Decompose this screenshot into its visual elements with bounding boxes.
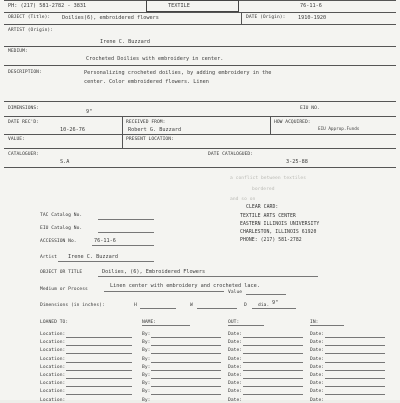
by-line (151, 353, 221, 354)
location-line (66, 378, 132, 379)
date-out-line (243, 394, 303, 395)
location-line (66, 353, 132, 354)
date-in-line (325, 394, 385, 395)
object-title-value: Doilies(6), embroidered flowers (62, 15, 159, 21)
by-line (151, 370, 221, 371)
department-box (146, 0, 239, 12)
date-in-label: Date: (310, 365, 324, 370)
medium-value: Crocheted Doilies with embroidery in center. (86, 56, 223, 62)
date-out-label: Date: (228, 389, 242, 394)
date-in-line (325, 386, 385, 387)
cataloguer-label: CATALOGUER: (8, 152, 39, 157)
by-label: By: (142, 348, 150, 353)
bleed-through-text: a conflict between textiles (230, 176, 306, 181)
dia-line (252, 308, 296, 309)
card-line-2: EASTERN ILLINOIS UNIVERSITY (240, 222, 319, 227)
date-out-label: Date: (228, 398, 242, 403)
date-in-label: Date: (310, 373, 324, 378)
date-out-line (243, 362, 303, 363)
date-out-label: Date: (228, 357, 242, 362)
name-line (142, 325, 190, 326)
medium-lower-label: Medium or Process (40, 287, 88, 292)
location-line (66, 370, 132, 371)
received-from-label: RECEIVED FROM: (126, 120, 165, 125)
date-out-label: Date: (228, 373, 242, 378)
location-label: Location: (40, 365, 65, 370)
divider (4, 12, 396, 13)
eiu-catalog-label: EIU Catalog No. (40, 226, 82, 231)
date-origin-value: 1910-1920 (298, 15, 326, 21)
date-in-line (325, 362, 385, 363)
medium-line (104, 291, 224, 292)
dimensions-lower-label: Dimensions (in inches): (40, 303, 105, 308)
date-received-value: 10-26-76 (60, 127, 85, 133)
date-out-line (243, 345, 303, 346)
by-line (151, 337, 221, 338)
value-lower-label: Value (228, 290, 242, 295)
date-in-label: Date: (310, 381, 324, 386)
divider (4, 134, 396, 135)
object-line (98, 276, 318, 277)
bleed-through-text: and so on (230, 197, 255, 202)
description-label: DESCRIPTION: (8, 70, 42, 75)
date-out-line (243, 378, 303, 379)
date-catalogued-label: DATE CATALOGUED: (208, 152, 253, 157)
by-label: By: (142, 373, 150, 378)
date-in-label: Date: (310, 332, 324, 337)
card-line-4: PHONE: (217) 581-2782 (240, 238, 302, 243)
d-label: D (244, 303, 247, 308)
description-line-2: center. Color embroidered flowers. Linen (84, 79, 209, 85)
medium-label: MEDIUM: (8, 49, 28, 54)
location-label: Location: (40, 381, 65, 386)
divider (4, 46, 396, 47)
date-in-line (325, 337, 385, 338)
h-label: H (134, 303, 137, 308)
bleed-through-text: bordered (252, 187, 275, 192)
location-line (66, 394, 132, 395)
by-line (151, 345, 221, 346)
by-line (151, 362, 221, 363)
location-line (66, 345, 132, 346)
dia-value: 9" (272, 300, 278, 306)
location-label: Location: (40, 332, 65, 337)
date-out-line (243, 353, 303, 354)
dimensions-label: DIMENSIONS: (8, 106, 39, 111)
location-label: Location: (40, 389, 65, 394)
how-acquired-label: HOW ACQUIRED: (274, 120, 311, 125)
artist-lower-value: Irene C. Buzzard (68, 254, 118, 260)
location-line (66, 362, 132, 363)
divider (4, 65, 396, 66)
value-line (246, 294, 286, 295)
by-label: By: (142, 365, 150, 370)
accession-line (92, 245, 154, 246)
location-label: Location: (40, 340, 65, 345)
cataloguer-value: S.A (60, 159, 69, 165)
date-received-label: DATE REC'D: (8, 120, 39, 125)
dimensions-value: 9" (86, 109, 92, 115)
in-column-label: IN: (310, 320, 318, 325)
divider (4, 116, 396, 117)
date-in-line (325, 353, 385, 354)
date-in-label: Date: (310, 389, 324, 394)
in-line (310, 325, 344, 326)
date-out-label: Date: (228, 332, 242, 337)
date-out-label: Date: (228, 365, 242, 370)
divider (241, 12, 242, 24)
artist-label: ARTIST (Origin): (8, 28, 53, 33)
date-out-label: Date: (228, 381, 242, 386)
object-lower-value: Doilies, (6), Embroidered Flowers (102, 269, 205, 275)
tac-catalog-label: TAC Catalog No. (40, 213, 82, 218)
date-in-label: Date: (310, 357, 324, 362)
location-line (66, 337, 132, 338)
date-out-line (243, 386, 303, 387)
location-label: Location: (40, 398, 65, 403)
by-label: By: (142, 381, 150, 386)
date-in-line (325, 378, 385, 379)
card-title: CLEAR CARD: (246, 205, 278, 210)
loaned-to-label: LOANED TO: (40, 320, 68, 325)
by-label: By: (142, 398, 150, 403)
date-in-line (325, 345, 385, 346)
w-label: W (190, 303, 193, 308)
object-title-label: OBJECT (Title): (8, 15, 50, 20)
date-out-line (243, 337, 303, 338)
divider (4, 24, 396, 25)
medium-lower-value: Linen center with embroidery and crocheted lace. (110, 283, 260, 289)
value-label: VALUE: (8, 137, 25, 142)
tac-catalog-line (98, 219, 154, 220)
date-in-label: Date: (310, 348, 324, 353)
accession-number-top: 76-11-6 (300, 3, 322, 9)
w-line (197, 308, 237, 309)
eiu-no-label: EIU NO. (300, 106, 320, 111)
description-line-1: Personalizing crocheted doilies, by adding embroidery in the (84, 70, 271, 76)
by-label: By: (142, 357, 150, 362)
received-from-value: Robert G. Buzzard (128, 127, 181, 133)
by-line (151, 386, 221, 387)
location-label: Location: (40, 348, 65, 353)
artist-value: Irene C. Buzzard (100, 39, 150, 45)
object-lower-label: OBJECT OR TITLE (40, 270, 82, 275)
out-line (228, 325, 264, 326)
location-label: Location: (40, 373, 65, 378)
how-acquired-value: EIU Approp.Funds (318, 127, 359, 132)
card-line-1: TEXTILE ARTS CENTER (240, 214, 296, 219)
bottom-border (4, 167, 396, 168)
divider (122, 116, 123, 148)
date-in-line (325, 370, 385, 371)
card-line-3: CHARLESTON, ILLINOIS 61920 (240, 230, 316, 235)
present-location-label: PRESENT LOCATION: (126, 137, 174, 142)
department-value: TEXTILE (168, 3, 190, 9)
date-in-label: Date: (310, 398, 324, 403)
artist-lower-label: Artist (40, 255, 57, 260)
accession-value: 76-11-6 (94, 238, 116, 244)
by-line (151, 378, 221, 379)
divider (270, 116, 271, 134)
date-catalogued-value: 3-25-88 (286, 159, 308, 165)
divider (4, 101, 396, 102)
by-label: By: (142, 332, 150, 337)
artist-line (58, 261, 154, 262)
accession-label: ACCESSION No. (40, 239, 77, 244)
date-out-label: Date: (228, 340, 242, 345)
dia-label: dia. (258, 303, 269, 308)
out-column-label: OUT: (228, 320, 239, 325)
location-label: Location: (40, 357, 65, 362)
location-line (66, 386, 132, 387)
date-in-label: Date: (310, 340, 324, 345)
by-label: By: (142, 389, 150, 394)
by-label: By: (142, 340, 150, 345)
eiu-catalog-line (98, 232, 154, 233)
h-line (140, 308, 176, 309)
date-out-line (243, 370, 303, 371)
phone-line: PH: (217) 581-2782 - 3831 (8, 3, 86, 9)
date-out-label: Date: (228, 348, 242, 353)
by-line (151, 394, 221, 395)
name-column-label: NAME: (142, 320, 156, 325)
divider (4, 148, 396, 149)
date-origin-label: DATE (Origin): (246, 15, 285, 20)
